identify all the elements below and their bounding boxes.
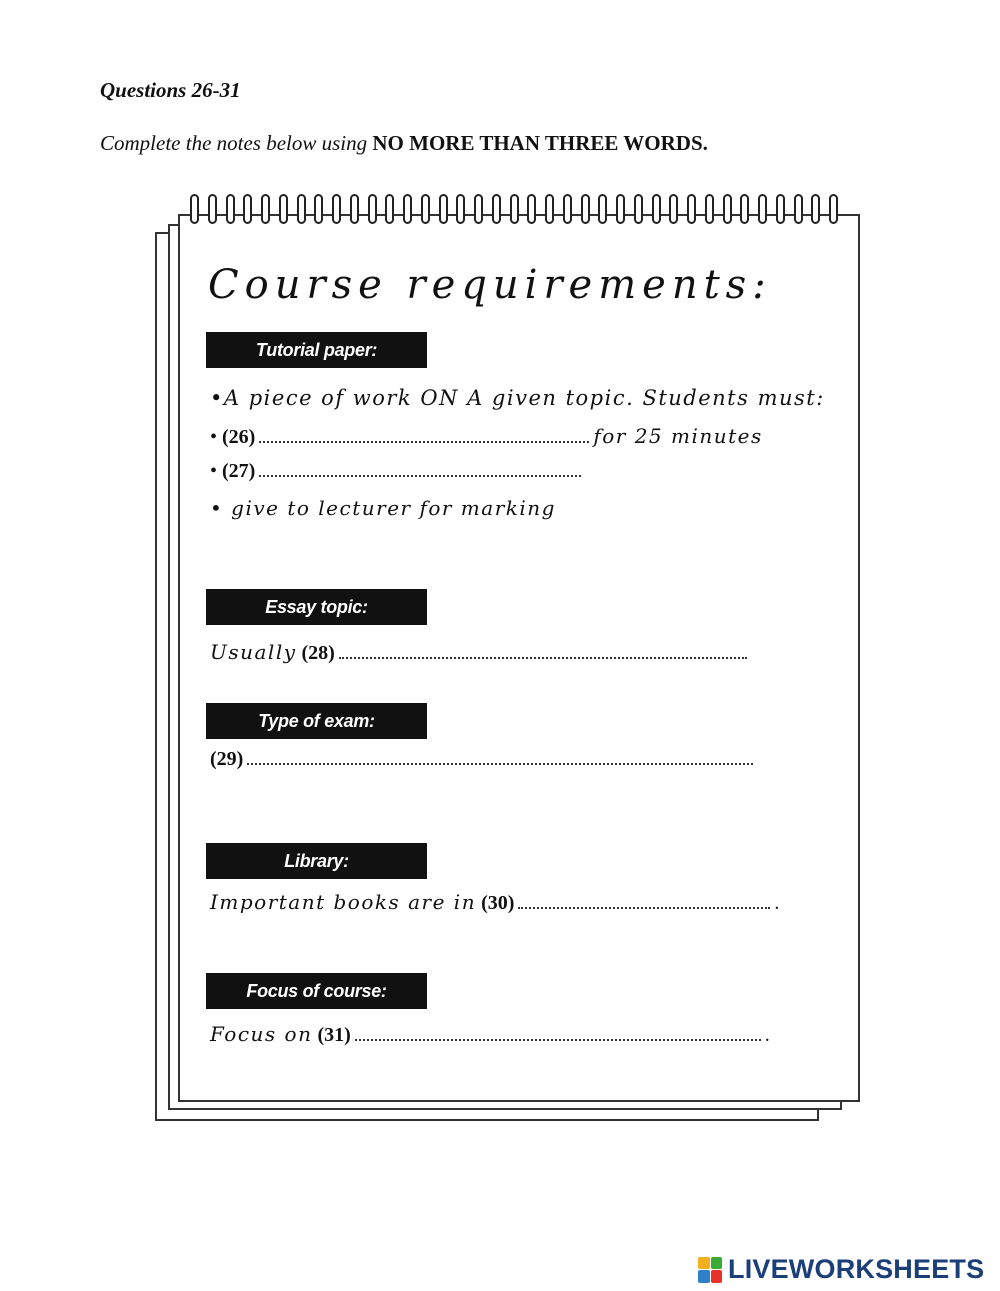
instruction-word-limit: NO MORE THAN THREE WORDS. bbox=[372, 131, 708, 155]
spiral-coil bbox=[474, 194, 483, 224]
answer-31-blank[interactable] bbox=[355, 1035, 761, 1041]
spiral-binding bbox=[190, 194, 838, 234]
spiral-coil bbox=[403, 194, 412, 224]
spiral-coil bbox=[669, 194, 678, 224]
question-30-prefix: Important books are in bbox=[210, 890, 477, 914]
spiral-coil bbox=[385, 194, 394, 224]
question-31-prefix: Focus on bbox=[210, 1022, 313, 1046]
answer-26-blank[interactable] bbox=[259, 437, 589, 443]
spiral-coil bbox=[297, 194, 306, 224]
question-31-end: . bbox=[764, 1024, 770, 1046]
questions-title: Questions 26-31 bbox=[100, 78, 241, 102]
spiral-coil bbox=[190, 194, 199, 224]
spiral-coil bbox=[794, 194, 803, 224]
spiral-coil bbox=[421, 194, 430, 224]
spiral-coil bbox=[545, 194, 554, 224]
question-30-line bbox=[210, 890, 779, 915]
spiral-coil bbox=[261, 194, 270, 224]
instruction-prefix: Complete the notes below using bbox=[100, 131, 373, 155]
spiral-coil bbox=[243, 194, 252, 224]
spiral-coil bbox=[368, 194, 377, 224]
spiral-coil bbox=[598, 194, 607, 224]
logo-square bbox=[698, 1257, 710, 1270]
question-28-number: (28) bbox=[301, 642, 335, 664]
liveworksheets-logo-text: LIVEWORKSHEETS bbox=[728, 1254, 985, 1284]
question-29-line bbox=[210, 748, 757, 771]
question-26-number: (26) bbox=[222, 426, 256, 448]
essay-topic-label: Essay topic: bbox=[206, 589, 427, 625]
spiral-coil bbox=[208, 194, 217, 224]
spiral-coil bbox=[492, 194, 501, 224]
liveworksheets-logo[interactable] bbox=[698, 1254, 984, 1285]
question-29-number: (29) bbox=[210, 748, 244, 770]
spiral-coil bbox=[439, 194, 448, 224]
logo-square bbox=[698, 1270, 710, 1283]
spiral-coil bbox=[776, 194, 785, 224]
question-28-line bbox=[210, 640, 751, 665]
answer-27-blank[interactable] bbox=[259, 471, 581, 477]
question-31-line bbox=[210, 1022, 770, 1047]
spiral-coil bbox=[634, 194, 643, 224]
library-label: Library: bbox=[206, 843, 427, 879]
answer-30-blank[interactable] bbox=[518, 903, 770, 909]
question-26-suffix: for 25 minutes bbox=[593, 424, 763, 448]
logo-square bbox=[711, 1257, 723, 1270]
spiral-coil bbox=[314, 194, 323, 224]
question-28-prefix: Usually bbox=[210, 640, 297, 664]
spiral-coil bbox=[527, 194, 536, 224]
question-30-number: (30) bbox=[481, 892, 515, 914]
instruction-text bbox=[100, 131, 708, 156]
spiral-coil bbox=[226, 194, 235, 224]
answer-29-blank[interactable] bbox=[247, 759, 753, 765]
type-of-exam-label: Type of exam: bbox=[206, 703, 427, 739]
spiral-coil bbox=[758, 194, 767, 224]
spiral-coil bbox=[456, 194, 465, 224]
tutorial-intro: •A piece of work ON A given topic. Students must: bbox=[210, 386, 825, 410]
answer-28-blank[interactable] bbox=[339, 653, 747, 659]
question-31-number: (31) bbox=[317, 1024, 351, 1046]
spiral-coil bbox=[723, 194, 732, 224]
notepad-title: Course requirements: bbox=[208, 262, 772, 308]
spiral-coil bbox=[705, 194, 714, 224]
bullet: • bbox=[210, 426, 223, 448]
spiral-coil bbox=[740, 194, 749, 224]
question-30-end: . bbox=[774, 892, 780, 914]
spiral-coil bbox=[563, 194, 572, 224]
spiral-coil bbox=[687, 194, 696, 224]
logo-square bbox=[711, 1270, 723, 1283]
spiral-coil bbox=[616, 194, 625, 224]
question-27-line bbox=[210, 460, 585, 483]
spiral-coil bbox=[829, 194, 838, 224]
spiral-coil bbox=[279, 194, 288, 224]
spiral-coil bbox=[652, 194, 661, 224]
spiral-coil bbox=[350, 194, 359, 224]
spiral-coil bbox=[510, 194, 519, 224]
bullet: • bbox=[210, 460, 223, 482]
spiral-coil bbox=[811, 194, 820, 224]
focus-of-course-label: Focus of course: bbox=[206, 973, 427, 1009]
question-27-number: (27) bbox=[222, 460, 256, 482]
spiral-coil bbox=[581, 194, 590, 224]
liveworksheets-logo-icon bbox=[698, 1257, 722, 1283]
question-26-line bbox=[210, 424, 763, 449]
tutorial-paper-label: Tutorial paper: bbox=[206, 332, 427, 368]
tutorial-last-step: • give to lecturer for marking bbox=[210, 496, 556, 520]
spiral-coil bbox=[332, 194, 341, 224]
